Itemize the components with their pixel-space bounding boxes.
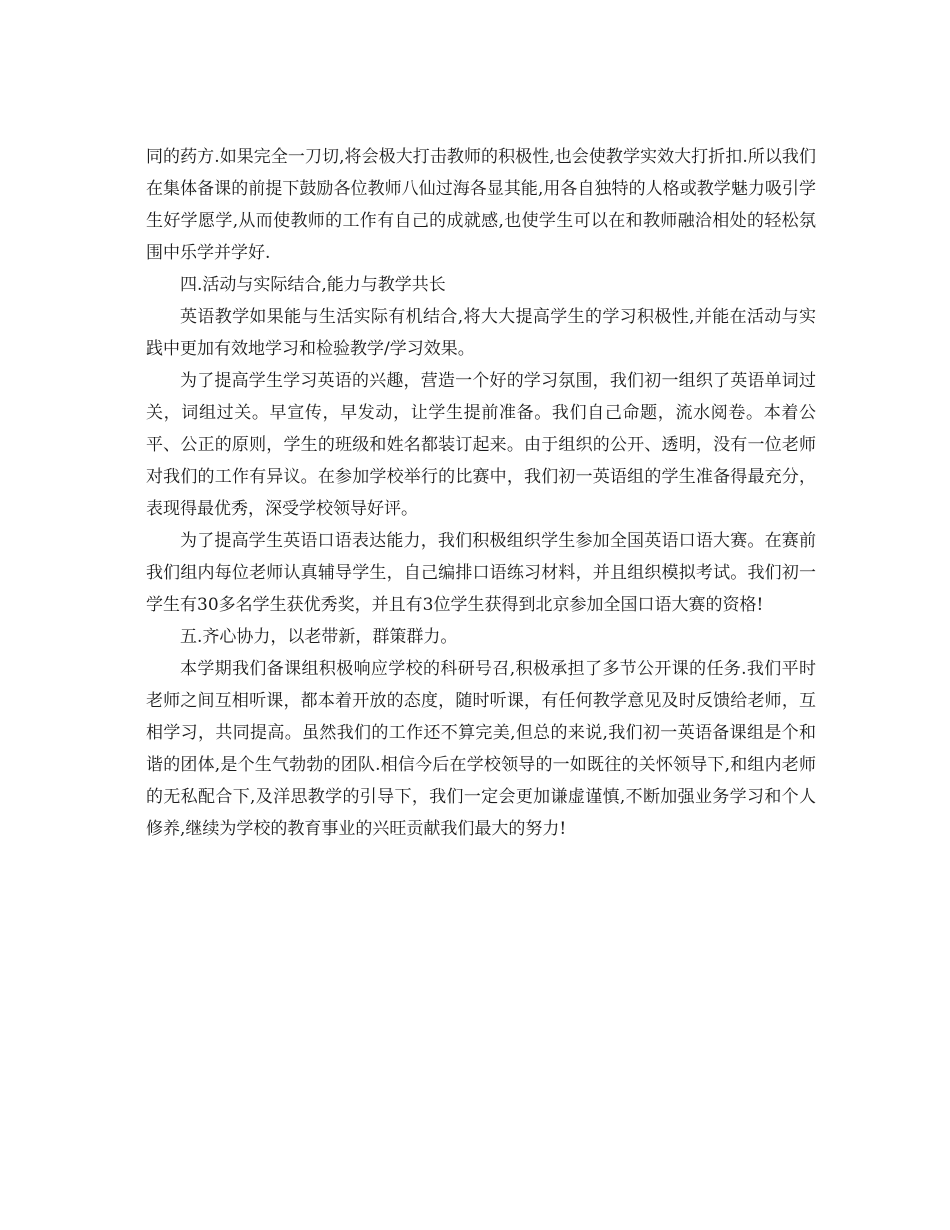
section-heading-5: 五.齐心协力，以老带新，群策群力。 (180, 627, 458, 647)
section-heading-4: 四.活动与实际结合,能力与教学共长 (180, 275, 446, 295)
paragraph-3: 英语教学如果能与生活实际有机结合,将大大提高学生的学习积极性,并能在活动与实践中更加有效地学习和检验教学/学习效果。 (146, 307, 816, 359)
paragraph-1: 同的药方.如果完全一刀切,将会极大打击教师的积极性,也会使教学实效大打折扣.所以我们在集体备课的前提下鼓励各位教师八仙过海各显其能,用各自独特的人格或教学魅力吸引学生好学愿学,从而使教师的工作有自己的成就感,也使学生可以在和教师融洽相处的轻松氛围中乐学并学好. (146, 147, 816, 263)
paragraph-4: 为了提高学生学习英语的兴趣，营造一个好的学习氛围，我们初一组织了英语单词过关，词组过关。早宣传，早发动，让学生提前准备。我们自己命题，流水阅卷。本着公平、公正的原则，学生的班级和姓名都装订起来。由于组织的公开、透明，没有一位老师对我们的工作有异议。在参加学校举行的比赛中，我们初一英语组的学生准备得最充分，表现得最优秀，深受学校领导好评。 (146, 371, 816, 519)
paragraph-5: 为了提高学生英语口语表达能力，我们积极组织学生参加全国英语口语大赛。在赛前我们组内每位老师认真辅导学生，自己编排口语练习材料，并且组织模拟考试。我们初一学生有30多名学生获优秀奖，并且有3位学生获得到北京参加全国口语大赛的资格! (146, 531, 816, 615)
document-body (146, 141, 816, 845)
paragraph-7: 本学期我们备课组积极响应学校的科研号召,积极承担了多节公开课的任务.我们平时老师之间互相听课，都本着开放的态度，随时听课，有任何教学意见及时反馈给老师，互相学习，共同提高。虽然我们的工作还不算完美,但总的来说,我们初一英语备课组是个和谐的团体,是个生气勃勃的团队.相信今后在学校领导的一如既往的关怀领导下,和组内老师的无私配合下,及洋思教学的引导下，我们一定会更加谦虚谨慎,不断加强业务学习和个人修养,继续为学校的教育事业的兴旺贡献我们最大的努力! (146, 659, 816, 839)
